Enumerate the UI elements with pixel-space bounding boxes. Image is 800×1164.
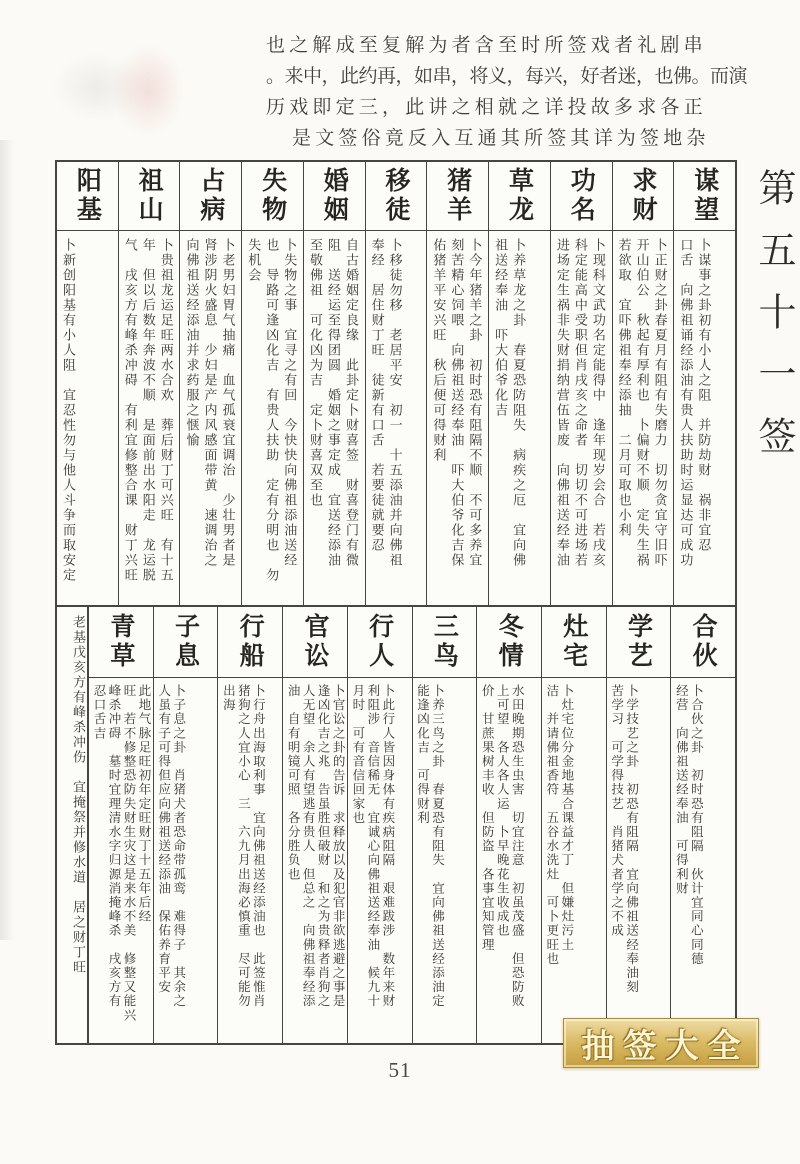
top-left-smudge (52, 52, 142, 122)
bottom-section (57, 607, 735, 1043)
text-line: 卜合伙之卦 初时恐有阻隔 伙计宜同心同德 (689, 684, 704, 966)
text-line: 卜官讼之卦的告诉 求释放以及犯官非欲逃避之事是 (331, 684, 346, 1009)
text-line: 刻苦精心饲喂 向佛祖送经奉油 吓大伯爷化吉保 (449, 238, 465, 568)
text-line: 能逢凶化吉 可得财利 (415, 684, 430, 825)
text-line: 苦学习 可学得技艺 肖猪犬者学之不成 (609, 684, 624, 938)
intro-row: 也之解成至复解为者含至时所签戏者礼剧串 (266, 35, 707, 56)
text-line: 自古婚姻定良缘 此卦定卜财喜签 财喜登门有微 (343, 238, 359, 568)
top-col-yangji (57, 162, 118, 605)
top-col-mouwang (673, 162, 735, 605)
header-label: 功名 (567, 167, 596, 225)
bottom-col-guansong (282, 607, 347, 1043)
bottom-col-dongqing (476, 607, 541, 1043)
column-text (57, 231, 79, 605)
column-text (489, 231, 529, 605)
column-header (551, 162, 612, 231)
text-line: 卜行舟出海取利事 宜向佛祖送经添油也 此签惟肖 (251, 684, 266, 1009)
text-line: 逢凶化吉之兆 告虽胜但破财 和之为贵释者肖狗之 (316, 684, 331, 1009)
column-text (89, 678, 153, 1043)
column-header (674, 162, 735, 231)
top-col-zhuyang (426, 162, 488, 605)
text-line: 旺 若不修整恐防失财生灾这是来水不美 修整又能兴 (122, 684, 136, 1023)
text-line: 忍口舌吉 (92, 684, 106, 741)
text-line: 气 戌亥方有峰杀冲碍 有利宜修整合课 财丁兴旺 (122, 238, 138, 583)
column-text (427, 231, 485, 605)
text-line: 年 但以后数年奔波不顺 是面前出水阳走 龙运脱 (140, 238, 156, 583)
text-line: 卜失物之事 宜寻之有回 今快快向佛祖添油送经 (282, 238, 298, 568)
header-label: 三鸟 (430, 613, 459, 671)
column-text (154, 678, 188, 1043)
column-text (304, 231, 362, 605)
text-line: 祖送经奉油 吓大伯爷化吉 (493, 238, 509, 418)
text-line: 价 甘蔗果树丰收 但防盗 各事宜知管理 (480, 684, 495, 952)
column-header (607, 607, 671, 678)
text-line: 水田晚期恐生虫害 切宜注意 初虽茂盛 但恐防败 (510, 684, 525, 1009)
bottom-col-zaozhai (541, 607, 606, 1043)
header-label: 官讼 (300, 613, 329, 671)
page-number: 51 (388, 1058, 412, 1082)
column-text (477, 678, 526, 1043)
top-col-shiwu (241, 162, 303, 605)
bottom-col-zixi (153, 607, 218, 1043)
text-line: 若欲取 宜吓佛祖奉经添抽 二月可取也小利 (616, 238, 632, 538)
column-text (542, 678, 576, 1043)
text-line: 卜此行人皆因身体有疾病阻隔 艰难跋涉 数年来财 (380, 684, 395, 1009)
watermark-badge (563, 1018, 759, 1068)
header-label: 占病 (196, 167, 225, 225)
top-col-yitu (365, 162, 427, 605)
text-line: 卜学技艺之卦 初恐有阻隔 宜向佛祖送经奉油刻 (624, 684, 639, 995)
column-text (671, 678, 705, 1043)
column-header (348, 607, 412, 678)
column-text (119, 231, 177, 605)
text-line: 月时 可有音信回家也 (350, 684, 365, 825)
column-header (154, 607, 218, 678)
left-edge-scan-shadow (0, 140, 14, 940)
fortune-sheet (55, 160, 737, 1045)
header-label: 移徒 (382, 167, 411, 225)
header-label: 合伙 (689, 613, 718, 671)
column-header (489, 162, 550, 231)
column-text (366, 231, 406, 605)
column-text (283, 678, 347, 1043)
column-text (613, 231, 671, 605)
column-header (427, 162, 488, 231)
top-col-caolong (488, 162, 550, 605)
watermark-badge-text: 抽签大全 (581, 1026, 750, 1064)
text-line: 出海 (221, 684, 236, 713)
text-line: 科定能高中受职但肖戌亥之命者 切切不可进场若 (572, 238, 588, 568)
text-line: 上可望 各人各人运 卜早晚花生收成也 (495, 684, 510, 938)
text-line: 卜养草龙之卦 春夏恐防阻失 病疾之厄 宜向佛 (511, 238, 527, 568)
header-label: 祖山 (135, 167, 164, 225)
text-line: 人无望 余人有望逃有贵人 但总之 向佛祖奉经添 (301, 684, 316, 1009)
bottom-col-sanniao (412, 607, 477, 1043)
column-header (366, 162, 427, 231)
column-header (671, 607, 735, 678)
text-line: 卜子息之卦 肖猪犬者恐命带孤鸾 难得子 其余之 (171, 684, 186, 1009)
column-text (242, 231, 300, 605)
top-table (57, 162, 735, 607)
column-header (413, 607, 477, 678)
text-line: 失机会 (246, 238, 262, 283)
column-header (283, 607, 347, 678)
column-text (348, 678, 397, 1043)
text-line: 口舌 向佛祖诵经添油有贵人扶助时运显达可成功 (678, 238, 694, 568)
column-text (180, 231, 238, 605)
top-col-zhanbing (179, 162, 241, 605)
header-label: 学艺 (624, 613, 653, 671)
text-line: 卜移徒勿移 老居平安 初一 十五添油并向佛祖 (387, 238, 403, 568)
text-line: 至敬佛祖 可化凶为吉 定卜财喜双至也 (307, 238, 323, 508)
text-line: 卜今年猪羊之卦 初时恐有阻隔不顺 不可多养宜 (467, 238, 483, 568)
bottom-columns (89, 607, 735, 1043)
column-text (413, 678, 447, 1043)
text-line: 利阻涉 音信稀无 宜诚心向佛祖送经奉油 候九十 (365, 684, 380, 1009)
text-line: 猪狗之人宜小心 三 六九月出海必慎重 尽可能勿 (236, 684, 251, 1009)
column-text (607, 678, 641, 1043)
text-line: 也 导路可逢凶化吉 有贵人扶助 定有分明也 勿 (264, 238, 280, 583)
text-line: 老基戊亥方有峰杀冲伤 宜掩祭并修水道 居之财丁旺 (71, 615, 86, 975)
header-label: 青草 (106, 613, 135, 671)
header-label: 冬情 (495, 613, 524, 671)
text-line: 阻 送经运至得团圆 婚姻之事定成 宜送经添油 (325, 238, 341, 568)
header-label: 灶宅 (559, 613, 588, 671)
header-label: 草龙 (505, 167, 534, 225)
column-header (242, 162, 303, 231)
text-line: 开山伯公 秋起有厚利也 卜偏财不顺 定失生祸 (634, 238, 650, 568)
intro-row: 历戏即定三，此讲之相就之详投故多求各正 (266, 97, 707, 118)
text-line: 佑猪羊平安兴旺 秋后便可得财利 (431, 238, 447, 463)
bottom-col-hehuo (670, 607, 735, 1043)
bottom-col-xingren (347, 607, 412, 1043)
header-label: 阳基 (73, 167, 102, 225)
top-col-qiucai (612, 162, 674, 605)
column-header (57, 162, 118, 231)
top-col-zushan (118, 162, 180, 605)
yangji-continuation-gutter (57, 607, 87, 1043)
text-line: 卜谋事之卦初有小人之阻 并防劫财 祸非宜忍 (696, 238, 712, 553)
text-line: 卜老男妇胃气抽痛 血气孤衰宜调治 少壮男者是 (220, 238, 236, 568)
intro-row: 是文签俗竟反入互通其所签其详为签地杂 (292, 128, 710, 149)
header-label: 失物 (258, 167, 287, 225)
column-header (119, 162, 180, 231)
header-label: 行船 (236, 613, 265, 671)
top-col-gongming (550, 162, 612, 605)
column-text (218, 678, 267, 1043)
text-line: 卜正财之卦春夏月有阻有失磨力 切勿贪宜守旧吓 (652, 238, 668, 568)
bottom-table (87, 607, 735, 1043)
text-line: 肾涉阴火盛息 少妇是产内风感面带黄 速调治之 (202, 238, 218, 568)
header-label: 谋望 (690, 167, 719, 225)
header-label: 求财 (628, 167, 657, 225)
column-header (542, 607, 606, 678)
text-line: 奉经 居住财丁旺 徒新有口舌 若要徒就要忍 (369, 238, 385, 553)
top-col-hunyin (303, 162, 365, 605)
text-line: 卜养三鸟之卦 春夏恐有阻失 宜向佛祖送经添油定 (430, 684, 445, 1009)
column-header (613, 162, 674, 231)
text-line: 人虽有子可得但应向佛祖送经添油 保佑养育平安 (156, 684, 171, 995)
text-line: 向佛祖送经添油并求药服之惬愉 (184, 238, 200, 448)
text-line: 进场定生祸非失财捐纳营伍皆废 向佛祖送经奉油 (554, 238, 570, 568)
bottom-col-xueyi (606, 607, 671, 1043)
text-line: 卜新创阳基有小人阻 宜忍性勿与他人斗争而取安定 (61, 238, 76, 583)
column-header (304, 162, 365, 231)
column-header (180, 162, 241, 231)
text-line: 经营 向佛祖送经奉油 可得利财 (674, 684, 689, 896)
bottom-col-xingchuan (217, 607, 282, 1043)
column-header (89, 607, 153, 678)
header-label: 行人 (365, 613, 394, 671)
column-text (551, 231, 609, 605)
text-line: 峰杀冲碍 墓时宜理清水字归源消掩峰杀 戌亥方有 (107, 684, 121, 1009)
text-line: 此地气脉足旺初年定旺财丁十五年后经 (137, 684, 151, 924)
intro-paragraph (266, 30, 748, 154)
column-header (218, 607, 282, 678)
lot-number-side-label: 第五十一签 (752, 168, 794, 478)
text-line: 卜灶宅位分金地基合课益才丁 但嫌灶污土 (559, 684, 574, 952)
header-label: 子息 (171, 613, 200, 671)
text-line: 卜贵祖龙运足旺两水合欢 葬后财丁可兴旺 有十五 (158, 238, 174, 583)
text-line: 洁 并请佛祖香符 五谷水洗灶 可卜更旺也 (544, 684, 559, 966)
header-label: 猪羊 (443, 167, 472, 225)
text-line: 卜现科文武功名定能得中 逢年现岁会合 若戌亥 (590, 238, 606, 568)
text-line: 油 自有明镜可照 各分胜负也 (286, 684, 301, 882)
column-text (674, 231, 714, 605)
intro-row: 。来中，此约再，如串，将义，每兴，好者迷，也佛。而演 (266, 66, 748, 87)
header-label: 婚姻 (320, 167, 349, 225)
bottom-col-qingcao (89, 607, 153, 1043)
column-header (477, 607, 541, 678)
